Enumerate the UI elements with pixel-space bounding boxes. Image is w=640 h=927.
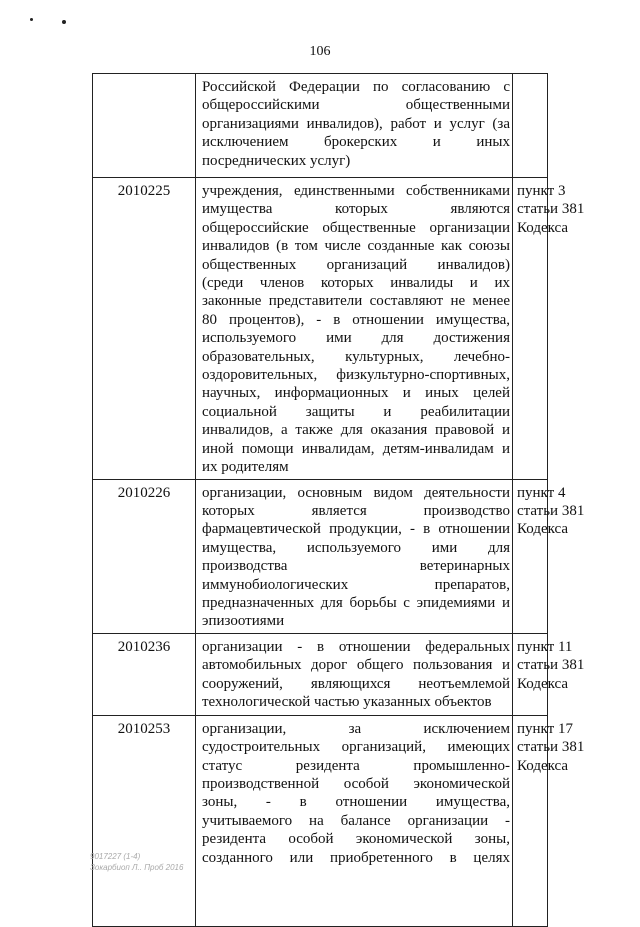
description-line: организации, за исключением: [202, 720, 510, 737]
reference-line: пункт 17: [517, 720, 573, 737]
description-line: (среди членов которых инвалиды и их: [202, 275, 510, 292]
table-row: [93, 178, 548, 480]
row-reference: [513, 178, 585, 480]
description-line: которых является производство: [202, 502, 510, 519]
description-line: резидента особой экономической зоны,: [202, 831, 510, 848]
description-line: 80 процентов), - в отношении имущества,: [202, 311, 510, 328]
description-line: законные представители составляют не менее: [202, 293, 510, 310]
row-description: [196, 178, 513, 480]
description-line: учреждения, единственными собственниками: [202, 183, 510, 199]
description-line: производственной особой экономической: [202, 775, 510, 792]
description-line: Российской Федерации по согласованию с: [202, 79, 510, 95]
description-line: организации, основным видом деятельности: [202, 484, 510, 501]
footer-stamp-line: 9017227 (1-4): [90, 852, 141, 861]
description-line: эпизоотиями: [202, 613, 285, 630]
description-line: иной помощи инвалидам, детям-инвалидам и: [202, 440, 510, 457]
reference-line: Кодекса: [517, 521, 569, 538]
description-line: посреднических услуг): [202, 152, 351, 169]
description-line: зоны, - в отношении имущества,: [202, 794, 510, 811]
description-line: общественных организаций инвалидов): [202, 256, 510, 273]
description-line: сооружений, являющихся неотъемлемой: [202, 675, 510, 692]
reference-line: Кодекса: [517, 219, 569, 236]
row-code: 2010253: [93, 715, 196, 926]
row-reference: [513, 715, 585, 926]
row-description: [196, 479, 513, 633]
page-number: 106: [309, 44, 331, 59]
description-line: инвалидов, а также для оказания правовой и: [202, 422, 510, 439]
reference-line: статьи 381: [517, 502, 585, 519]
description-line: общероссийскими общественными: [202, 97, 510, 114]
row-reference: [513, 74, 548, 178]
table-row: [93, 479, 548, 633]
description-line: социальной защиты и реабилитации: [202, 403, 510, 420]
row-code: 2010226: [93, 479, 196, 633]
row-description: [196, 633, 513, 715]
description-line: имущества, используемого ими для: [202, 539, 510, 556]
row-code: 2010225: [93, 178, 196, 480]
footer-stamp: [90, 851, 183, 873]
table-row: [93, 715, 548, 926]
row-description: [196, 715, 513, 926]
description-line: исключением брокерских и иных: [202, 134, 510, 151]
row-description: [196, 74, 513, 178]
reference-line: пункт 3: [517, 183, 566, 199]
description-line: инвалидов (в том числе созданные как союзы: [202, 238, 510, 255]
tax-code-table: [92, 73, 585, 927]
scan-speck: [62, 20, 66, 24]
reference-line: Кодекса: [517, 757, 569, 774]
table-row: [93, 633, 548, 715]
description-line: общероссийские общественные организации: [202, 219, 510, 236]
description-line: производства ветеринарных: [202, 558, 510, 575]
row-code: [93, 74, 196, 178]
reference-line: пункт 4: [517, 484, 566, 501]
description-line: научных, информационных и иных целей: [202, 385, 510, 402]
description-line: созданного или приобретенного в целях: [202, 849, 510, 866]
reference-line: пункт 11: [517, 638, 573, 655]
description-line: статус резидента промышленно-: [202, 757, 510, 774]
description-line: образовательных, культурных, лечебно-: [202, 348, 510, 365]
footer-stamp-line: Зокарбиоп Л.. Проб 2016: [90, 863, 184, 872]
reference-line: статьи 381: [517, 739, 585, 756]
row-reference: [513, 633, 585, 715]
description-line: иммунобиологических препаратов,: [202, 576, 510, 593]
row-reference: [513, 479, 585, 633]
description-line: их родителям: [202, 459, 289, 476]
description-line: имущества которых являются: [202, 201, 510, 218]
description-line: технологической частью указанных объектов: [202, 693, 492, 710]
reference-line: статьи 381: [517, 201, 585, 218]
description-line: учитываемого на балансе организации -: [202, 812, 510, 829]
reference-line: Кодекса: [517, 675, 569, 692]
scan-speck: [30, 18, 33, 21]
description-line: автомобильных дорог общего пользования и: [202, 657, 510, 674]
row-code: 2010236: [93, 633, 196, 715]
description-line: организации - в отношении федеральных: [202, 638, 510, 655]
reference-line: статьи 381: [517, 657, 585, 674]
description-line: оздоровительных, физкультурно-спортивных,: [202, 367, 510, 384]
table-row: [93, 74, 548, 178]
description-line: организациями инвалидов), работ и услуг (за: [202, 115, 510, 132]
description-line: фармацевтической продукции, - в отношении: [202, 521, 510, 538]
description-line: предназначенных для борьбы с эпидемиями и: [202, 594, 510, 611]
description-line: используемого ими для достижения: [202, 330, 510, 347]
description-line: судостроительных организаций, имеющих: [202, 739, 510, 756]
